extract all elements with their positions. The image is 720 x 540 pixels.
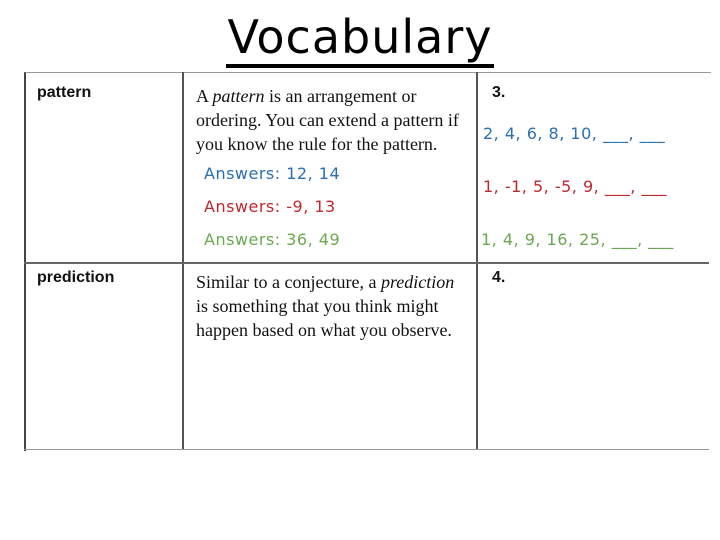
table-bottom-border xyxy=(24,449,709,450)
sequence-2: 1, -1, 5, -5, 9, ___, ___ xyxy=(483,177,667,196)
column-divider-2 xyxy=(476,72,478,450)
term-prediction: prediction xyxy=(37,269,115,286)
row-divider xyxy=(24,262,709,264)
item-number-4: 4. xyxy=(492,269,506,286)
answer-2: Answers: -9, 13 xyxy=(204,197,336,216)
sequence-3: 1, 4, 9, 16, 25, ___, ___ xyxy=(481,230,674,249)
page-title: Vocabulary xyxy=(0,10,720,64)
answer-3: Answers: 36, 49 xyxy=(204,230,341,249)
answer-1: Answers: 12, 14 xyxy=(204,164,341,183)
definition-prediction: Similar to a conjecture, a prediction is something that you think might happen based on what you observe. xyxy=(196,272,455,340)
term-pattern: pattern xyxy=(37,84,92,101)
item-number-3: 3. xyxy=(492,84,506,101)
definition-pattern: A pattern is an arrangement or ordering. You can extend a pattern if you know the rule for the pattern. xyxy=(196,86,459,154)
sequence-1: 2, 4, 6, 8, 10, ___, ___ xyxy=(483,124,666,143)
column-divider-1 xyxy=(182,72,184,450)
